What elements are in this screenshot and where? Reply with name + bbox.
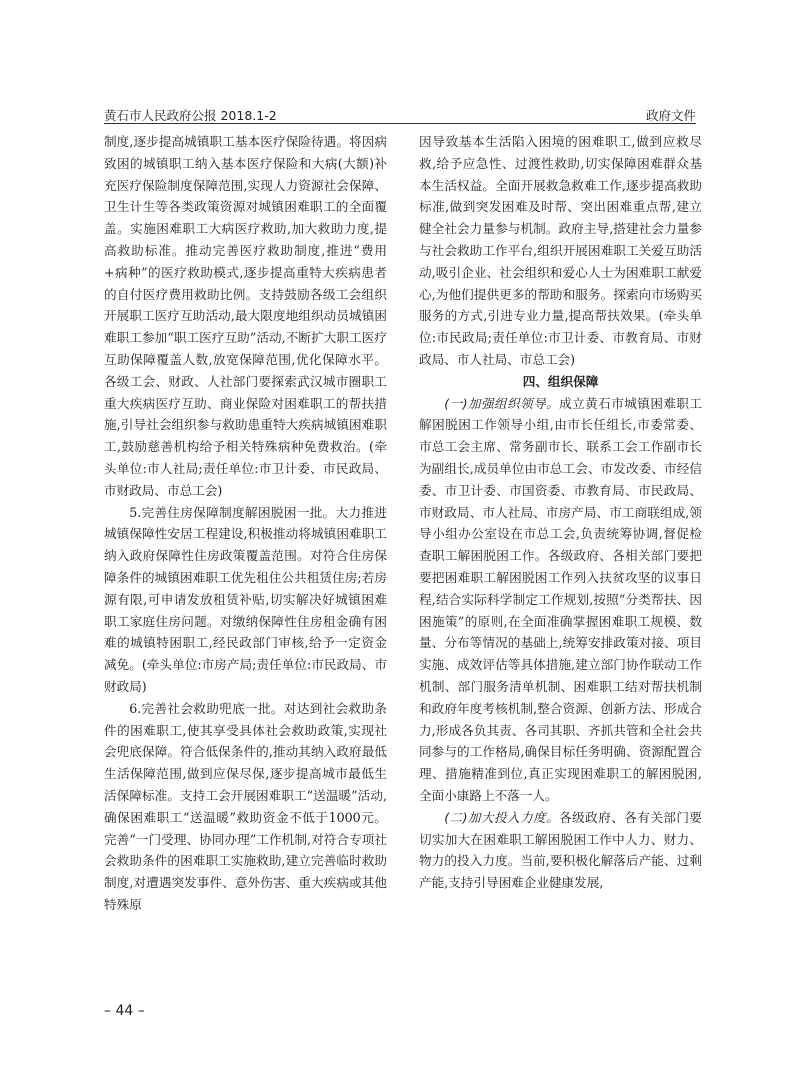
paragraph-leadership-body: 成立黄石市城镇困难职工解困脱困工作领导小组,由市长任组长,市委常委、市总工会主席、常务副市长、联系工会工作副市长为副组长,成员单位由市总工会、市发改委、市经信委、市卫计委、市国资委、市教育局、市民政局、市财政局、市人社局、市房产局、市工商联组成,领导小组办公室设在市总工会,负责统筹协调,督促检查职工解困脱困工作。各级政府、各相关部门要把要把困难职工解困脱困工作列入扶贫攻坚的议事日程,结合实际科学制定工作规划,按照“分类帮扶、因困施策”的原则,在全面准确掌握困难职工规模、数量、分布等情况的基础上,统筹安排政策对接、项目实施、成效评估等具体措施,建立部门协作联动工作机制、部门服务清单机制、困难职工结对帮扶机制和政府年度考核机制,整合资源、创新方法、形成合力,形成各负其责、各司其职、齐抓共管和全社会共同参与的工作格局,确保目标任务明确、资源配置合理、措施精准到位,真正实现困难职工的解困脱困,全面小康路上不落一人。 <box>419 395 703 803</box>
subheading-leadership: (一)加强组织领导。 <box>444 395 560 411</box>
page-number: – 44 – <box>104 1003 145 1019</box>
paragraph-social-assistance: 6.完善社会救助兜底一批。对达到社会救助条件的困难职工,使其享受具体社会救助政策,实现社会兜底保障。符合低保条件的,推动其纳入政府最低生活保障范围,做到应保尽保,逐步提高城市最低生活保障标准。支持工会开展困难职工“送温暖”活动,确保困难职工“送温暖”救助资金不低于1000元。完善“一门受理、协同办理”工作机制,对符合专项社会救助条件的困难职工实施救助,建立完善临时救助制度,对遭遇突发事件、意外伤害、重大疾病或其他特殊原 <box>104 700 387 912</box>
paragraph-medical-continued: 制度,逐步提高城镇职工基本医疗保险待遇。将因病致困的城镇职工纳入基本医疗保险和大病(大额)补充医疗保险制度保障范围,实现人力资源社会保障、卫生计生等各类政策资源对城镇困难职工的全面覆盖。实施困难职工大病医疗救助,加大救助力度,提高救助标准。推动完善医疗救助制度,推进“费用+病种”的医疗救助模式,逐步提高重特大疾病患者的自付医疗费用救助比例。支持鼓励各级工会组织开展职工医疗互助活动,最大限度地组织动员城镇困难职工参加“职工医疗互助”活动,不断扩大职工医疗互助保障覆盖人数,放宽保障范围,优化保障水平。各级工会、财政、人社部门要探索武汉城市圈职工重大疾病医疗互助、商业保险对困难职工的帮扶措施,引导社会组织参与救助患重特大疾病城镇困难职工,鼓励慈善机构给予相关特殊病种免费救治。(牵头单位:市人社局;责任单位:市卫计委、市民政局、市财政局、市总工会) <box>104 134 387 498</box>
paragraph-investment-body: 各级政府、各有关部门要切实加大在困难职工解困脱困工作中人力、财力、物力的投入力度。当前,要积极化解落后产能、过剩产能,支持引导困难企业健康发展, <box>419 809 703 891</box>
left-column <box>104 131 387 916</box>
header-rule <box>104 123 696 124</box>
subheading-investment: (二)加大投入力度。 <box>444 809 560 825</box>
section-label: 政府文件 <box>645 108 696 123</box>
right-column <box>419 131 702 894</box>
paragraph-leadership <box>419 393 702 807</box>
paragraph-assistance-continued: 因导致基本生活陷入困境的困难职工,做到应救尽救,给予应急性、过渡性救助,切实保障困难群众基本生活权益。全面开展救急救难工作,逐步提高救助标准,做到突发困难及时帮、突出困难重点帮,建立健全社会力量参与机制。政府主导,搭建社会力量参与社会救助工作平台,组织开展困难职工关爱互助活动,吸引企业、社会组织和爱心人士为困难职工献爱心,为他们提供更多的帮助和服务。探索向市场购买服务的方式,引进专业力量,提高帮扶效果。(牵头单位:市民政局;责任单位:市卫计委、市教育局、市财政局、市人社局、市总工会) <box>419 134 702 367</box>
paragraph-investment <box>419 807 702 894</box>
paragraph-housing: 5.完善住房保障制度解困脱困一批。大力推进城镇保障性安居工程建设,积极推动将城镇困难职工纳入政府保障性住房政策覆盖范围。对符合住房保障条件的城镇困难职工优先租住公共租赁住房;若房源有限,可申请发放租赁补贴,切实解决好城镇困难职工家庭住房问题。对缴纳保障性住房租金确有困难的城镇特困职工,经民政部门审核,给予一定资金减免。(牵头单位:市房产局;责任单位:市民政局、市财政局) <box>104 504 387 694</box>
publication-title: 黄石市人民政府公报 2018.1-2 <box>104 108 277 123</box>
section-heading: 四、组织保障 <box>522 373 599 389</box>
